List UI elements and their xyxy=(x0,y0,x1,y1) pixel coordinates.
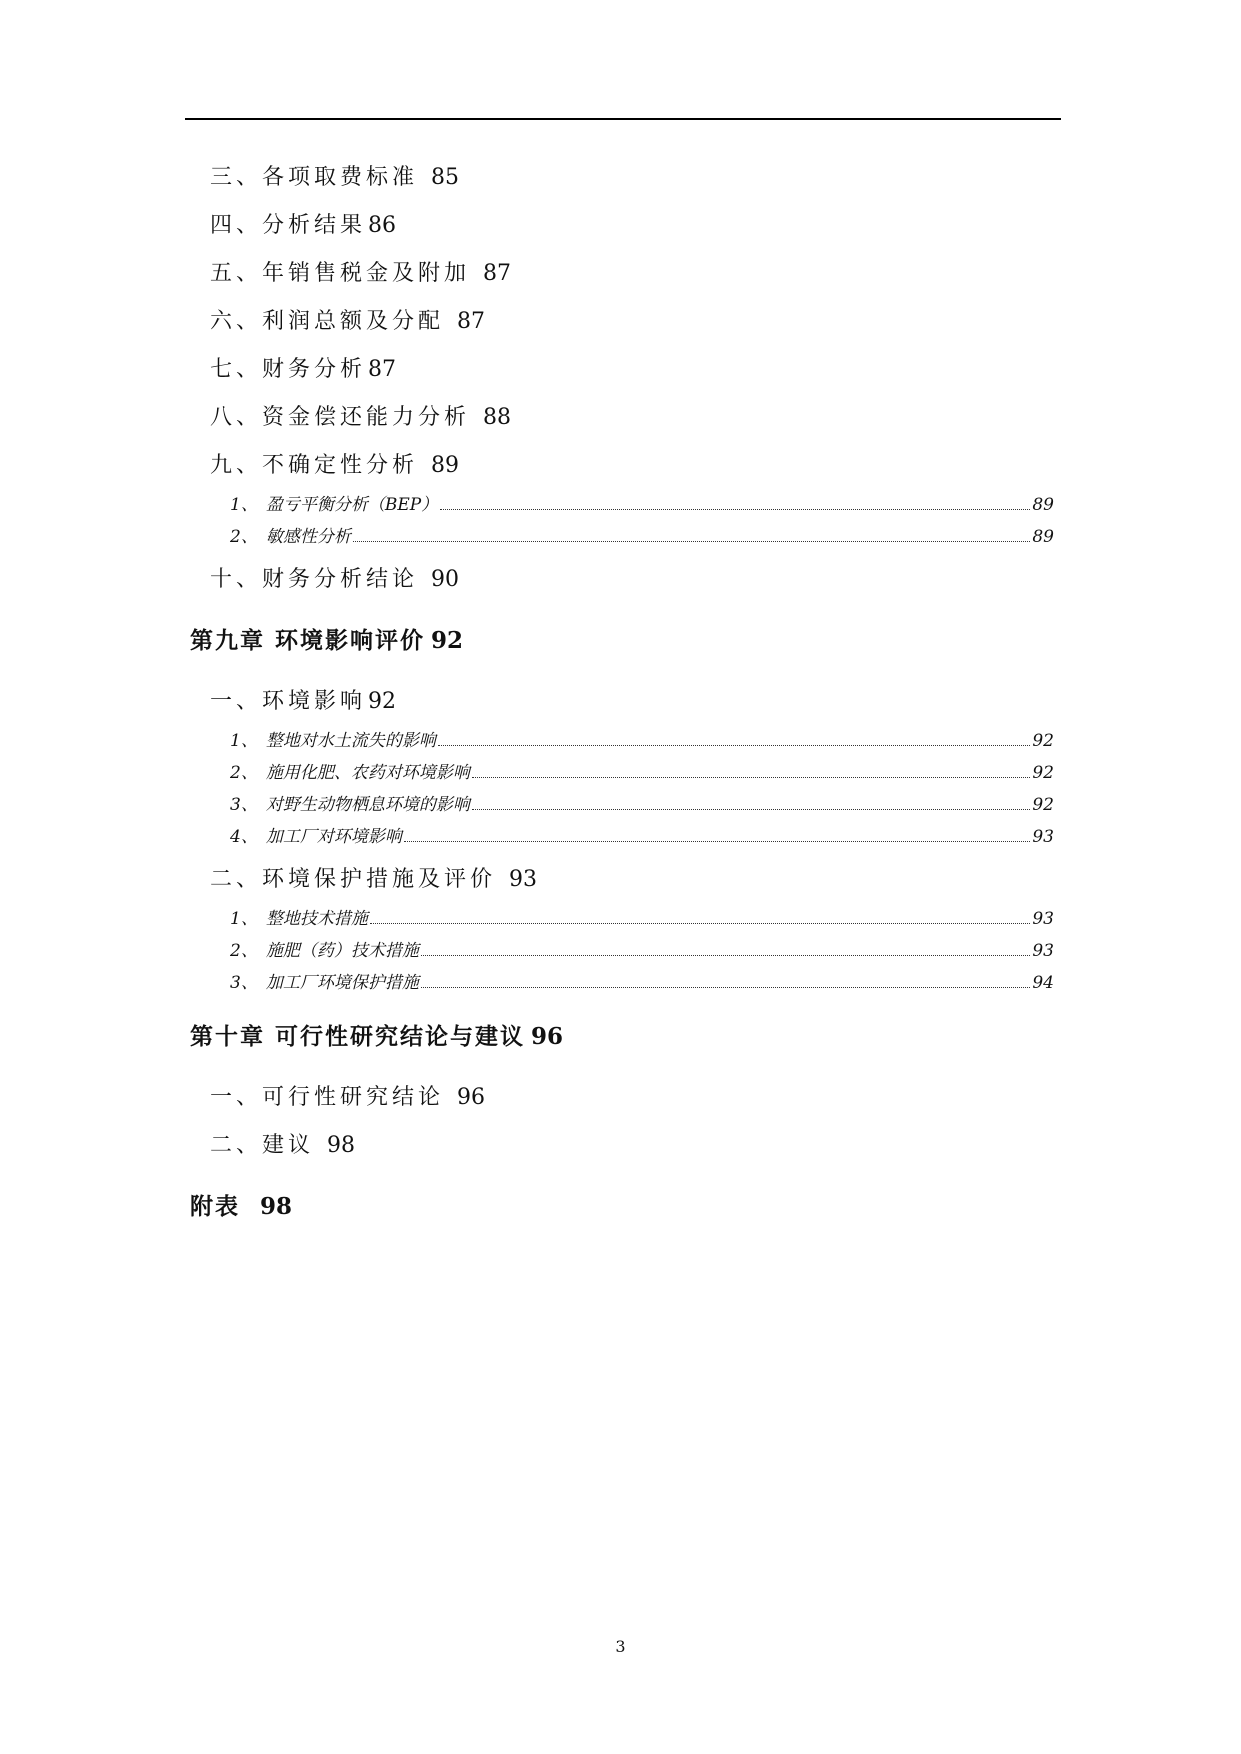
toc-subentry-number: 3、 xyxy=(230,795,258,815)
toc-entry[interactable] xyxy=(210,1128,355,1159)
dot-leader xyxy=(472,777,1031,778)
dot-leader xyxy=(421,955,1031,956)
toc-entry-page: 93 xyxy=(509,867,538,892)
toc-entry-title: 三、各项取费标准 xyxy=(210,165,419,190)
toc-subentry[interactable] xyxy=(230,490,1054,515)
dot-leader xyxy=(438,745,1031,746)
toc-entry-page: 87 xyxy=(457,309,486,334)
toc-entry-page: 92 xyxy=(368,689,397,714)
toc-entry-page: 87 xyxy=(368,357,397,382)
toc-subentry-number: 1、 xyxy=(230,731,258,751)
dot-leader xyxy=(472,809,1031,810)
toc-subentry[interactable] xyxy=(230,822,1054,847)
toc-subentry-title: 加工厂环境保护措施 xyxy=(265,973,419,993)
toc-subentry-title: 整地技术措施 xyxy=(265,909,368,929)
toc-subentry-number: 4、 xyxy=(230,827,258,847)
toc-entry-page: 89 xyxy=(431,453,460,478)
page-number: 3 xyxy=(615,1637,626,1656)
toc-appendix-page: 98 xyxy=(260,1193,293,1220)
toc-entry[interactable] xyxy=(210,562,459,593)
toc-entry[interactable] xyxy=(210,352,396,383)
toc-entry[interactable] xyxy=(210,208,396,239)
toc-entry-page: 96 xyxy=(457,1085,486,1110)
toc-entry-title: 二、环境保护措施及评价 xyxy=(210,867,497,892)
toc-subentry-page: 89 xyxy=(1032,495,1054,515)
toc-entry-title: 一、环境影响 xyxy=(210,689,367,714)
toc-entry-page: 88 xyxy=(483,405,512,430)
toc-entry[interactable] xyxy=(210,1080,485,1111)
toc-subentry-title: 施肥（药）技术措施 xyxy=(265,941,419,961)
toc-appendix[interactable] xyxy=(190,1188,292,1221)
toc-subentry-title: 施用化肥、农药对环境影响 xyxy=(265,763,470,783)
toc-subentry-title: 整地对水土流失的影响 xyxy=(265,731,436,751)
toc-subentry-number: 1、 xyxy=(230,909,258,929)
toc-entry-page: 90 xyxy=(431,567,460,592)
toc-appendix-title: 附表 xyxy=(190,1193,240,1220)
dot-leader xyxy=(370,923,1031,924)
toc-entry[interactable] xyxy=(210,684,396,715)
toc-subentry-number: 2、 xyxy=(230,527,258,547)
toc-subentry[interactable] xyxy=(230,968,1054,993)
toc-subentry-page: 93 xyxy=(1032,941,1054,961)
toc-entry-title: 七、财务分析 xyxy=(210,357,367,382)
toc-entry-title: 一、可行性研究结论 xyxy=(210,1085,445,1110)
dot-leader xyxy=(421,987,1031,988)
toc-chapter-title: 第十章 可行性研究结论与建议 xyxy=(190,1023,526,1050)
toc-subentry-title: 敏感性分析 xyxy=(265,527,351,547)
toc-subentry-page: 93 xyxy=(1032,909,1054,929)
toc-subentry-page: 93 xyxy=(1032,827,1054,847)
toc-subentry-title: 对野生动物栖息环境的影响 xyxy=(265,795,470,815)
dot-leader xyxy=(440,509,1030,510)
toc-entry-page: 98 xyxy=(327,1133,356,1158)
toc-entry-title: 六、利润总额及分配 xyxy=(210,309,445,334)
toc-subentry-page: 92 xyxy=(1032,795,1054,815)
toc-entry[interactable] xyxy=(210,160,459,191)
toc-subentry-number: 1、 xyxy=(230,495,258,515)
toc-subentry[interactable] xyxy=(230,904,1054,929)
toc-entry-title: 四、分析结果 xyxy=(210,213,367,238)
toc-entry[interactable] xyxy=(210,400,511,431)
toc-entry-title: 八、资金偿还能力分析 xyxy=(210,405,471,430)
dot-leader xyxy=(353,541,1031,542)
toc-chapter-title: 第九章 环境影响评价 xyxy=(190,627,426,654)
toc-entry-title: 九、不确定性分析 xyxy=(210,453,419,478)
toc-subentry[interactable] xyxy=(230,522,1054,547)
toc-subentry-title: 加工厂对环境影响 xyxy=(265,827,402,847)
toc-chapter-page: 92 xyxy=(431,627,464,654)
toc-entry[interactable] xyxy=(210,256,511,287)
toc-entry[interactable] xyxy=(210,862,537,893)
toc-entry-page: 85 xyxy=(431,165,460,190)
toc-subentry-page: 89 xyxy=(1032,527,1054,547)
toc-subentry-page: 94 xyxy=(1032,973,1054,993)
toc-entry-title: 五、年销售税金及附加 xyxy=(210,261,471,286)
toc-subentry[interactable] xyxy=(230,936,1054,961)
toc-subentry-title: 盈亏平衡分析（BEP） xyxy=(265,495,439,515)
toc-entry-title: 二、建议 xyxy=(210,1133,315,1158)
toc-entry[interactable] xyxy=(210,448,459,479)
toc-subentry-number: 2、 xyxy=(230,941,258,961)
toc-subentry-number: 3、 xyxy=(230,973,258,993)
toc-subentry-page: 92 xyxy=(1032,731,1054,751)
toc-entry-page: 87 xyxy=(483,261,512,286)
toc-subentry[interactable] xyxy=(230,726,1054,751)
toc-entry-page: 86 xyxy=(368,213,397,238)
toc-subentry[interactable] xyxy=(230,758,1054,783)
header-rule xyxy=(185,118,1061,120)
toc-entry-title: 十、财务分析结论 xyxy=(210,567,419,592)
toc-subentry-number: 2、 xyxy=(230,763,258,783)
dot-leader xyxy=(404,841,1031,842)
toc-entry[interactable] xyxy=(210,304,485,335)
toc-subentry[interactable] xyxy=(230,790,1054,815)
toc-chapter[interactable] xyxy=(190,622,463,655)
toc-chapter[interactable] xyxy=(190,1018,563,1051)
toc-subentry-page: 92 xyxy=(1032,763,1054,783)
toc-chapter-page: 96 xyxy=(531,1023,564,1050)
